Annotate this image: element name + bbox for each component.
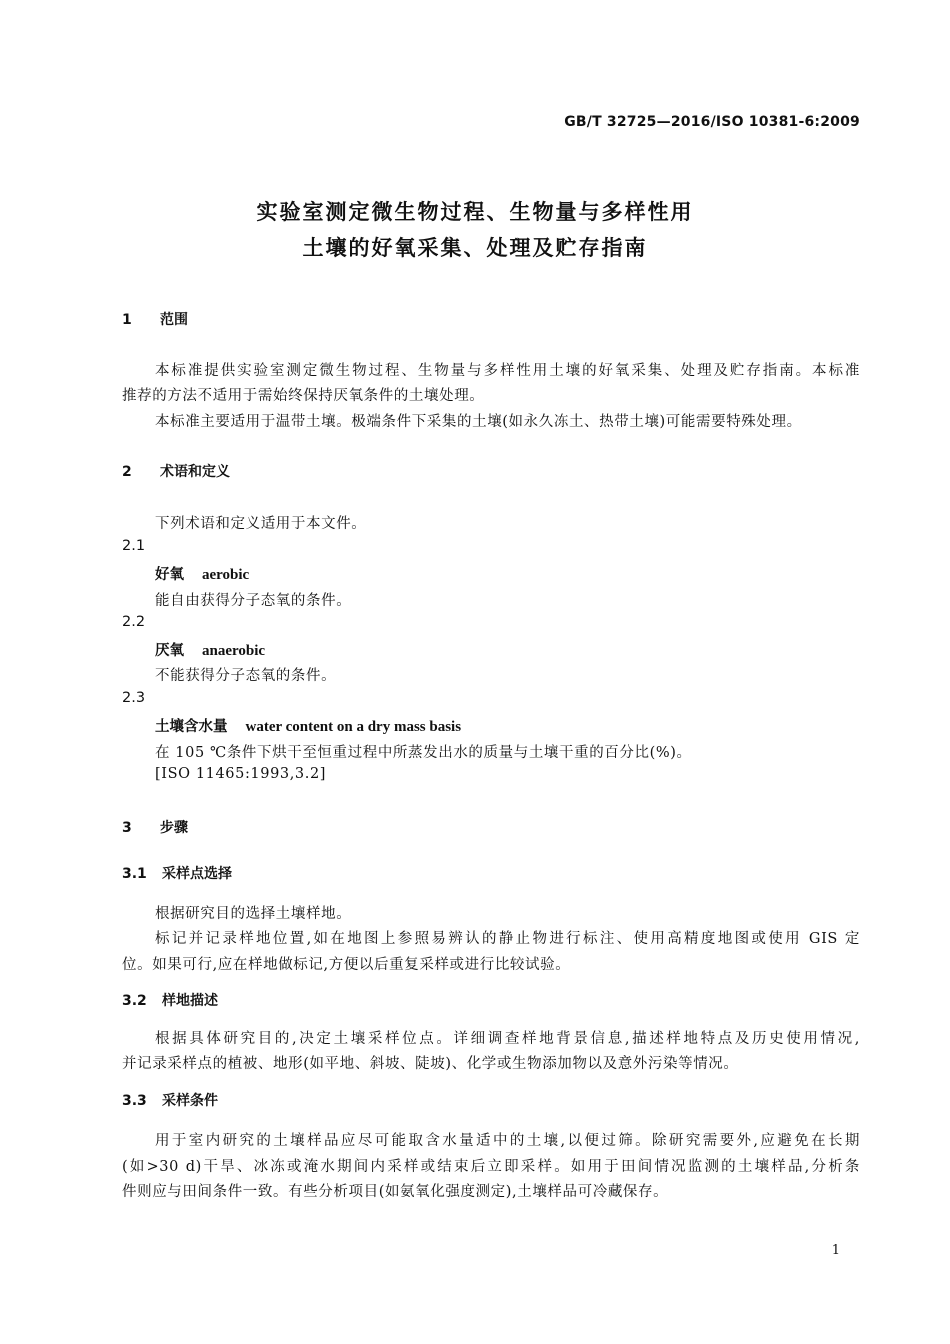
term-definition: 不能获得分子态氧的条件。 (155, 668, 337, 684)
section-title: 术语和定义 (160, 464, 230, 480)
subsection-title: 采样点选择 (162, 866, 232, 882)
section-heading-scope (122, 309, 188, 329)
subsection-heading (122, 863, 232, 883)
term-zh: 厌氧 (155, 642, 184, 659)
subsection-title: 采样条件 (162, 1093, 218, 1109)
term-heading (155, 639, 265, 660)
subsection-number: 3.1 (122, 866, 147, 882)
subsection-title: 样地描述 (162, 993, 218, 1009)
term-number: 2.3 (122, 690, 146, 706)
paragraph: 件则应与田间条件一致。有些分析项目(如氨氧化强度测定),土壤样品可冷藏保存。 (122, 1184, 669, 1200)
term-definition: 在 105 ℃条件下烘干至恒重过程中所蒸发出水的质量与土壤干重的百分比(%)。 (155, 745, 692, 761)
term-number: 2.2 (122, 614, 146, 630)
paragraph: 并记录采样点的植被、地形(如平地、斜坡、陡坡)、化学或生物添加物以及意外污染等情况。 (122, 1056, 739, 1072)
paragraph: 用于室内研究的土壤样品应尽可能取含水量适中的土壤,以便过筛。除研究需要外,应避免在长期 (155, 1133, 860, 1149)
paragraph: 推荐的方法不适用于需始终保持厌氧条件的土壤处理。 (122, 388, 485, 404)
subsection-heading (122, 1090, 218, 1110)
term-heading (155, 715, 461, 736)
section-title: 范围 (160, 312, 188, 328)
standard-number: GB/T 32725—2016/ISO 10381-6:2009 (564, 114, 860, 130)
paragraph: 标记并记录样地位置,如在地图上参照易辨认的静止物进行标注、使用高精度地图或使用 GIS 定 (155, 931, 860, 947)
paragraph: 根据具体研究目的,决定土壤采样位点。详细调查样地背景信息,描述样地特点及历史使用情况, (155, 1031, 860, 1047)
paragraph: 本标准主要适用于温带土壤。极端条件下采集的土壤(如永久冻土、热带土壤)可能需要特殊处理。 (155, 414, 802, 430)
term-en: aerobic (202, 567, 250, 583)
section-heading-terms (122, 461, 230, 481)
document-title-line2: 土壤的好氧采集、处理及贮存指南 (302, 236, 648, 260)
paragraph: 根据研究目的选择土壤样地。 (155, 906, 352, 922)
term-zh: 土壤含水量 (155, 718, 228, 735)
page-number: 1 (831, 1243, 840, 1258)
term-zh: 好氧 (155, 566, 184, 583)
section-heading-procedure (122, 817, 188, 837)
subsection-number: 3.3 (122, 1093, 147, 1109)
section-number: 1 (122, 312, 132, 328)
term-source: [ISO 11465:1993,3.2] (155, 766, 327, 782)
paragraph: 下列术语和定义适用于本文件。 (155, 516, 367, 532)
term-heading (155, 563, 249, 584)
section-number: 3 (122, 820, 132, 836)
section-title: 步骤 (160, 820, 188, 836)
paragraph: (如>30 d)干旱、冰冻或淹水期间内采样或结束后立即采样。如用于田间情况监测的土壤样品,分析条 (122, 1159, 860, 1175)
document-title-line1: 实验室测定微生物过程、生物量与多样性用 (256, 200, 694, 224)
term-definition: 能自由获得分子态氧的条件。 (155, 593, 352, 609)
term-en: water content on a dry mass basis (245, 719, 462, 735)
paragraph: 位。如果可行,应在样地做标记,方便以后重复采样或进行比较试验。 (122, 957, 571, 973)
subsection-number: 3.2 (122, 993, 147, 1009)
term-en: anaerobic (202, 643, 266, 659)
term-number: 2.1 (122, 538, 146, 554)
paragraph: 本标准提供实验室测定微生物过程、生物量与多样性用土壤的好氧采集、处理及贮存指南。本标准 (155, 363, 860, 379)
subsection-heading (122, 990, 218, 1010)
section-number: 2 (122, 464, 132, 480)
